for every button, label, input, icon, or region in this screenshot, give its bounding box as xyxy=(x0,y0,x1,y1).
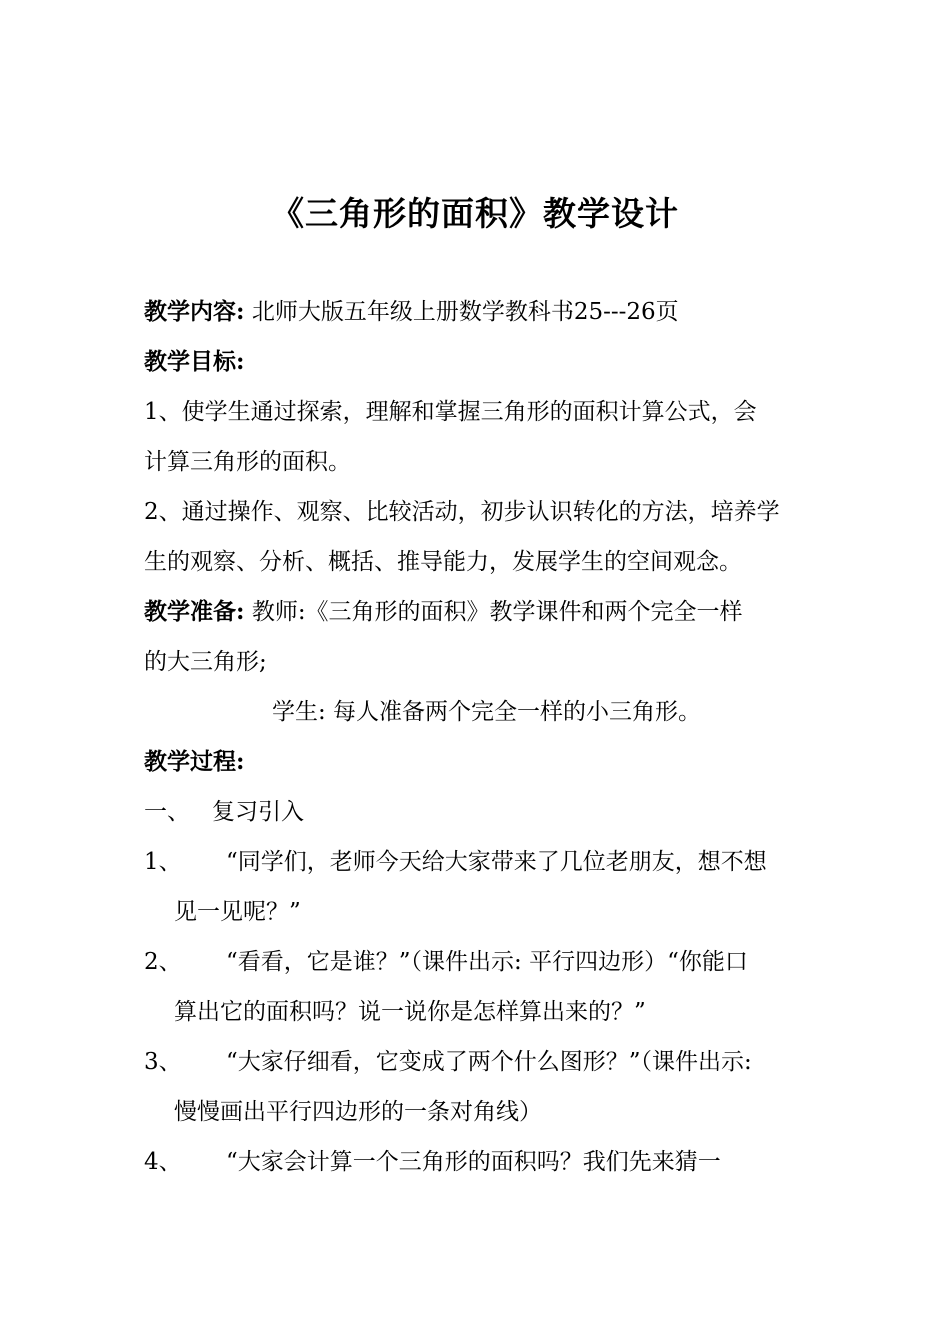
document-title: 《三角形的面积》教学设计 xyxy=(271,194,679,233)
step2-text: “看看，它是谁？”（课件出示: 平行四边形）“你能口 xyxy=(226,949,748,975)
preparation-teacher-line2: 的大三角形; xyxy=(144,649,267,675)
step3-line2: 慢慢画出平行四边形的一条对角线） xyxy=(174,1099,542,1125)
step4-number: 4、 xyxy=(144,1149,182,1175)
preparation-student: 学生: 每人准备两个完全一样的小三角形。 xyxy=(272,699,702,725)
preparation-label: 教学准备: xyxy=(144,598,245,625)
step1-number: 1、 xyxy=(144,849,182,875)
section1-title: 复习引入 xyxy=(212,799,304,825)
content-text: 北师大版五年级上册数学教科书25---26页 xyxy=(251,299,679,325)
step1-line2: 见一见呢？” xyxy=(174,899,301,925)
step4-text: “大家会计算一个三角形的面积吗？我们先来猜一 xyxy=(226,1149,721,1175)
step1-text: “同学们，老师今天给大家带来了几位老朋友，想不想 xyxy=(226,849,767,875)
step4-line1 xyxy=(144,1146,721,1178)
step3-number: 3、 xyxy=(144,1049,182,1075)
step2-line1 xyxy=(144,946,748,978)
preparation-teacher: 教师:《三角形的面积》教学课件和两个完全一样 xyxy=(251,599,743,625)
step2-number: 2、 xyxy=(144,949,182,975)
step2-line2: 算出它的面积吗？说一说你是怎样算出来的？” xyxy=(174,999,646,1025)
section1-number: 一、 xyxy=(144,799,190,825)
goal1-line2: 计算三角形的面积。 xyxy=(144,449,351,475)
content-line xyxy=(144,296,679,328)
content-label: 教学内容: xyxy=(144,298,245,325)
goals-label: 教学目标: xyxy=(144,348,245,375)
step3-line1 xyxy=(144,1046,752,1078)
section1-heading xyxy=(144,796,304,828)
goal2-line1: 2、通过操作、观察、比较活动，初步认识转化的方法，培养学 xyxy=(144,499,780,525)
process-label: 教学过程: xyxy=(144,748,245,775)
goal1-line1: 1、使学生通过探索，理解和掌握三角形的面积计算公式，会 xyxy=(144,399,757,425)
step3-text: “大家仔细看，它变成了两个什么图形？”（课件出示: xyxy=(226,1049,752,1075)
goal2-line2: 生的观察、分析、概括、推导能力，发展学生的空间观念。 xyxy=(144,549,742,575)
step1-line1 xyxy=(144,846,767,878)
preparation-line xyxy=(144,596,743,628)
